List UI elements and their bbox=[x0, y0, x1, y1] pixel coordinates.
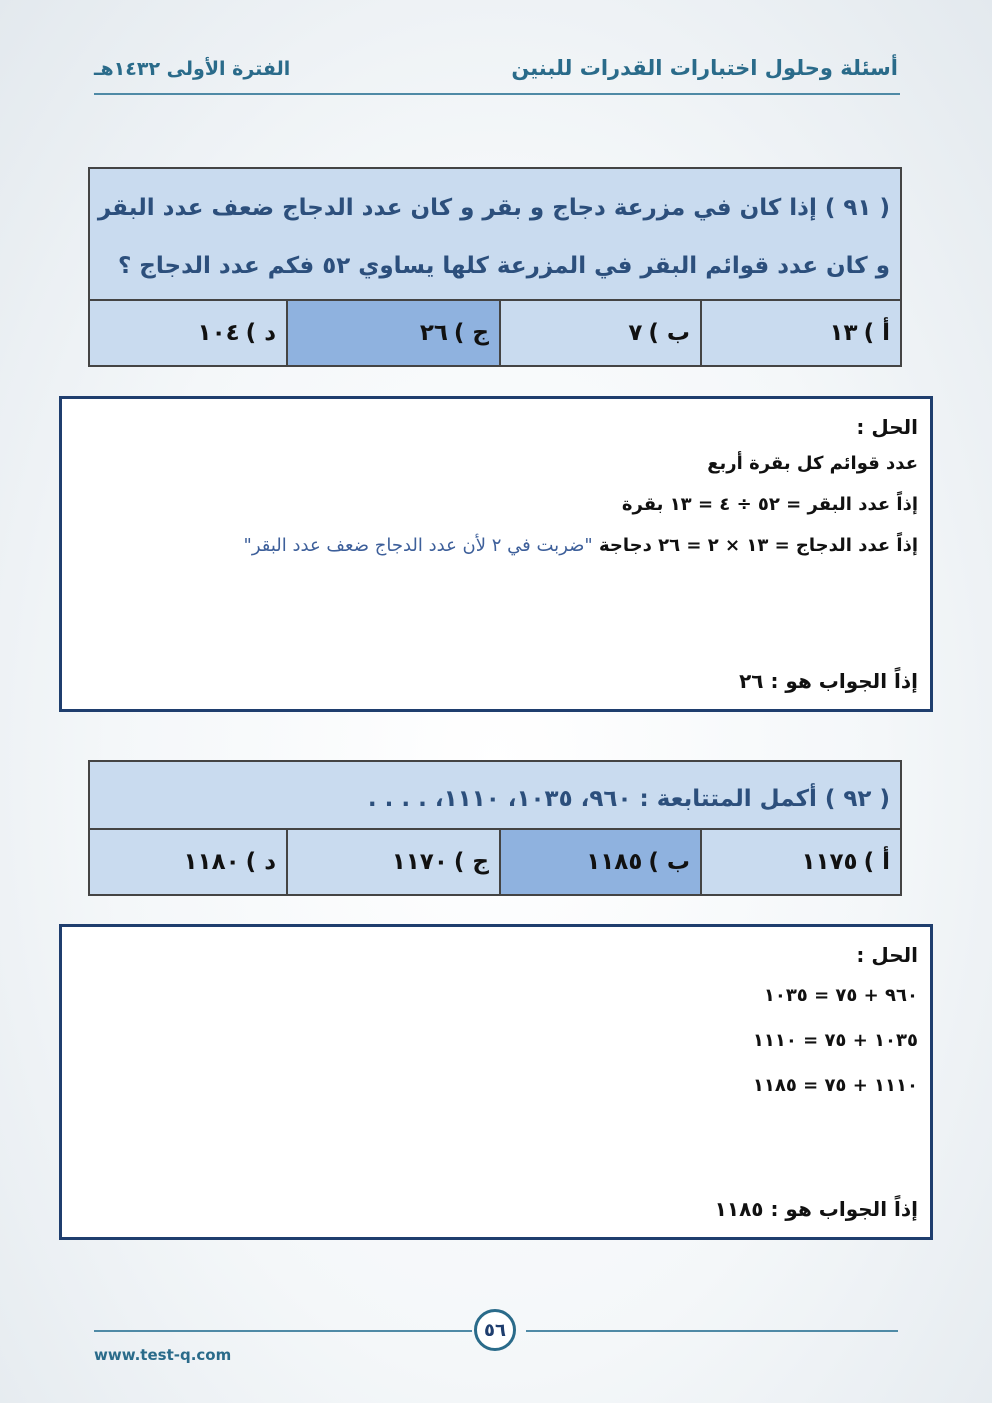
solution-92-answer: إذاً الجواب هو : ١١٨٥ bbox=[714, 1197, 918, 1221]
solution-92-line-3: ١١١٠ + ٧٥ = ١١٨٥ bbox=[752, 1075, 918, 1096]
option-letter: د ) bbox=[245, 320, 276, 346]
solution-91-line-2: إذاً عدد البقر = ٥٢ ÷ ٤ = ١٣ بقرة bbox=[621, 494, 918, 515]
option-letter: ج ) bbox=[453, 849, 489, 875]
option-value: ١٠٤ bbox=[197, 320, 240, 346]
option-letter: ب ) bbox=[648, 849, 690, 875]
option-value: ٢٦ bbox=[419, 320, 448, 346]
solution-91-line-3-note: "ضربت في ٢ لأن عدد الدجاج ضعف عدد البقر" bbox=[243, 535, 593, 556]
header-title: أسئلة وحلول اختبارات القدرات للبنين bbox=[511, 56, 898, 80]
page-number: ٥٦ bbox=[474, 1309, 516, 1351]
question-91 bbox=[88, 167, 902, 367]
q92-option-b[interactable] bbox=[499, 830, 700, 894]
option-letter: د ) bbox=[245, 849, 276, 875]
option-letter: أ ) bbox=[863, 849, 890, 875]
website-link[interactable]: www.test-q.com bbox=[94, 1346, 232, 1364]
option-value: ٧ bbox=[628, 320, 643, 346]
solution-91-title: الحل : bbox=[856, 415, 918, 439]
option-value: ١١٨٥ bbox=[586, 849, 643, 875]
option-letter: ج ) bbox=[453, 320, 489, 346]
q91-option-b[interactable] bbox=[499, 301, 700, 365]
option-value: ١١٨٠ bbox=[183, 849, 240, 875]
header-divider bbox=[94, 93, 900, 95]
question-92-text bbox=[90, 762, 900, 830]
solution-92-title: الحل : bbox=[856, 943, 918, 967]
solution-91 bbox=[59, 396, 933, 712]
question-92 bbox=[88, 760, 902, 896]
solution-92-line-1: ٩٦٠ + ٧٥ = ١٠٣٥ bbox=[763, 985, 918, 1006]
question-91-line-2: و كان عدد قوائم البقر في المزرعة كلها يساوي ٥٢ فكم عدد الدجاج ؟ bbox=[117, 253, 890, 279]
solution-92-line-2: ١٠٣٥ + ٧٥ = ١١١٠ bbox=[752, 1030, 918, 1051]
question-92-options bbox=[90, 830, 900, 894]
option-value: ١٣ bbox=[829, 320, 858, 346]
solution-92 bbox=[59, 924, 933, 1240]
solution-91-line-1: عدد قوائم كل بقرة أربع bbox=[707, 453, 918, 474]
question-91-text bbox=[90, 169, 900, 301]
q91-option-a[interactable] bbox=[700, 301, 900, 365]
q92-option-a[interactable] bbox=[700, 830, 900, 894]
solution-91-line-3 bbox=[72, 535, 918, 556]
question-91-options bbox=[90, 301, 900, 365]
question-91-line-1: ( ٩١ ) إذا كان في مزرعة دجاج و بقر و كان عدد الدجاج ضعف عدد البقر bbox=[97, 195, 890, 221]
solution-91-line-3-main: إذاً عدد الدجاج = ١٣ × ٢ = ٢٦ دجاجة bbox=[598, 535, 918, 556]
solution-91-answer: إذاً الجواب هو : ٢٦ bbox=[739, 669, 918, 693]
header-period: الفترة الأولى ١٤٣٢هـ bbox=[94, 58, 291, 80]
option-letter: ب ) bbox=[648, 320, 690, 346]
question-92-line-1: ( ٩٢ ) أكمل المتتابعة : ٩٦٠، ١٠٣٥، ١١١٠، . . . . bbox=[367, 786, 890, 812]
option-value: ١١٧٠ bbox=[391, 849, 448, 875]
q91-option-c[interactable] bbox=[286, 301, 499, 365]
footer-divider-right bbox=[526, 1330, 898, 1332]
q92-option-c[interactable] bbox=[286, 830, 499, 894]
option-value: ١١٧٥ bbox=[801, 849, 858, 875]
option-letter: أ ) bbox=[863, 320, 890, 346]
footer-divider-left bbox=[94, 1330, 472, 1332]
q91-option-d[interactable] bbox=[90, 301, 286, 365]
q92-option-d[interactable] bbox=[90, 830, 286, 894]
